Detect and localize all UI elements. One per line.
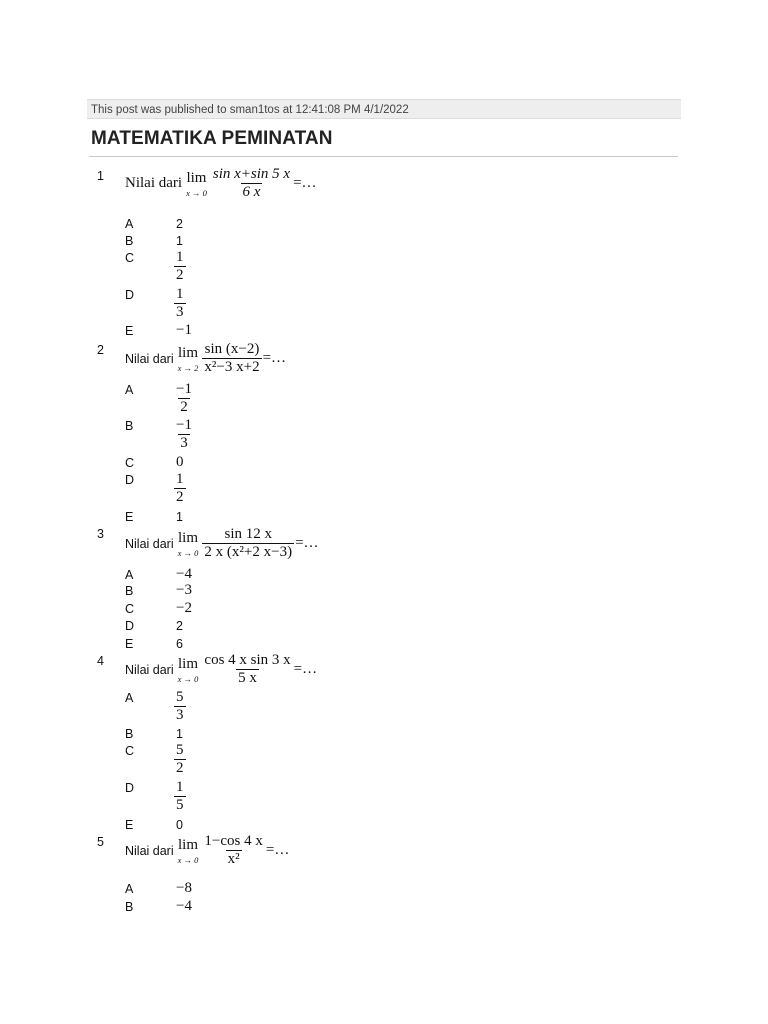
equals-ellipsis: =… (293, 175, 317, 191)
limit-operator: lim x → 0 (177, 655, 199, 684)
question-prefix: Nilai dari (125, 351, 174, 366)
equals-ellipsis: =… (265, 842, 290, 858)
option-label: C (125, 251, 135, 265)
question-number: 2 (97, 343, 104, 357)
question-number: 1 (97, 169, 104, 183)
limit-operator: lim x → 2 (177, 344, 199, 373)
option-fraction: $\frac{1}{3}$ (176, 286, 184, 320)
limit-fraction (202, 526, 294, 561)
option-label: B (125, 419, 134, 433)
limit-operator: lim x → 0 (177, 836, 199, 865)
fraction-numerator: sin (x−2) (204, 341, 260, 357)
option-label: A (125, 691, 134, 705)
option-label: A (125, 882, 134, 896)
limit-operator: lim x → 0 (177, 529, 199, 558)
option-label: D (125, 781, 135, 795)
option-value: −1 (176, 322, 192, 338)
option-value: 2 (176, 217, 183, 231)
limit-fraction (202, 652, 292, 687)
question-prefix: Nilai dari (125, 662, 174, 677)
option-label: D (125, 619, 135, 633)
option-label: B (125, 234, 134, 248)
option-label: C (125, 744, 135, 758)
option-label: A (125, 383, 134, 397)
question-text (125, 526, 319, 561)
option-value: 1 (176, 727, 183, 741)
option-label: C (125, 602, 135, 616)
question-text (125, 341, 286, 376)
option-value: 6 (176, 637, 183, 651)
limit-fraction (202, 833, 264, 868)
option-value: −3 (176, 582, 192, 598)
question-text (125, 166, 317, 201)
option-label: B (125, 727, 134, 741)
question-number: 5 (97, 835, 104, 849)
equals-ellipsis: =… (262, 350, 287, 366)
fraction-numerator: 1−cos 4 x (204, 833, 263, 849)
fraction-denominator: 5 x (238, 670, 257, 686)
option-fraction: $\frac{5}{2}$ (176, 742, 184, 776)
option-value: 0 (176, 818, 183, 832)
option-label: E (125, 324, 134, 338)
option-value: 1 (176, 510, 183, 524)
fraction-numerator: cos 4 x sin 3 x (204, 652, 291, 668)
fraction-denominator: x² (227, 851, 240, 867)
fraction-numerator: sin 12 x (224, 526, 272, 542)
option-label: B (125, 584, 134, 598)
publish-info-bar: This post was published to sman1tos at 12:41:08 PM 4/1/2022 (87, 99, 681, 119)
option-fraction: $\frac{1}{2}$ (176, 471, 184, 505)
option-fraction: $\frac{-1}{2}$ (176, 381, 192, 415)
option-label: D (125, 288, 135, 302)
option-fraction: $\frac{1}{2}$ (176, 249, 184, 283)
title-divider (89, 156, 678, 157)
question-prefix: Nilai dari (125, 843, 174, 858)
question-text (125, 833, 289, 868)
option-fraction: $\frac{5}{3}$ (176, 689, 184, 723)
option-label: C (125, 456, 135, 470)
option-fraction: $\frac{-1}{3}$ (176, 417, 192, 451)
question-number: 4 (97, 654, 104, 668)
option-value: 0 (176, 454, 184, 470)
option-value: −4 (176, 566, 192, 582)
fraction-denominator: 6 x (242, 184, 261, 200)
option-label: E (125, 818, 134, 832)
question-number: 3 (97, 527, 104, 541)
page-title: MATEMATIKA PEMINATAN (91, 128, 333, 149)
equals-ellipsis: =… (293, 661, 318, 677)
limit-fraction (202, 341, 261, 376)
option-label: E (125, 637, 134, 651)
option-value: 1 (176, 234, 183, 248)
option-label: A (125, 217, 134, 231)
question-prefix: Nilai dari (125, 536, 174, 551)
option-label: A (125, 568, 134, 582)
question-prefix: Nilai dari (125, 175, 183, 191)
fraction-denominator: x²−3 x+2 (204, 359, 260, 375)
option-label: E (125, 510, 134, 524)
option-value: −2 (176, 600, 192, 616)
option-label: D (125, 473, 135, 487)
fraction-denominator: 2 x (x²+2 x−3) (204, 544, 293, 560)
question-text (125, 652, 317, 687)
option-value: 2 (176, 619, 183, 633)
option-label: B (125, 900, 134, 914)
option-fraction: $\frac{1}{5}$ (176, 779, 184, 813)
fraction-numerator: sin x+sin 5 x (212, 166, 291, 182)
option-value: −8 (176, 880, 192, 896)
option-value: −4 (176, 898, 192, 914)
limit-fraction (211, 166, 292, 201)
limit-operator: lim x → 0 (186, 169, 207, 198)
equals-ellipsis: =… (295, 535, 319, 551)
